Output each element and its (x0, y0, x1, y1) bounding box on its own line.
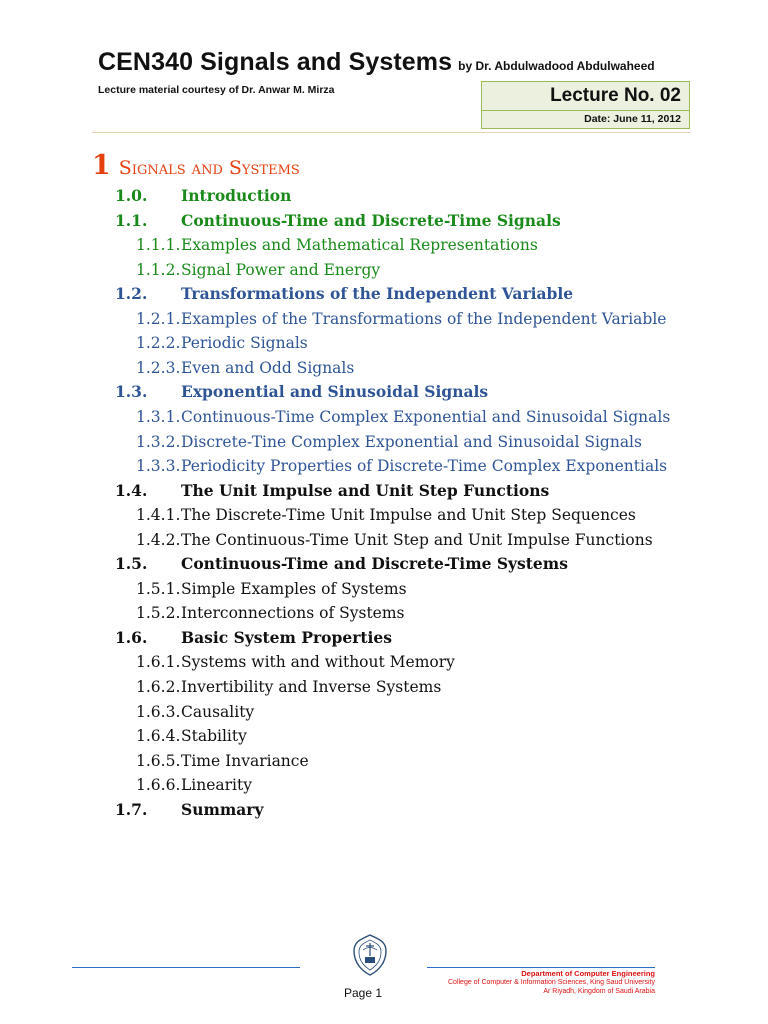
title-row (98, 48, 655, 77)
toc-number: 1.6.6. (136, 776, 181, 795)
toc-number: 1.2.2. (136, 334, 181, 353)
toc-number: 1.2.3. (136, 358, 181, 377)
date-box (481, 111, 690, 129)
toc-label: Examples and Mathematical Representations (181, 236, 538, 255)
toc-number: 1.1.2. (136, 260, 181, 279)
chapter-title: Signals and Systems (118, 157, 300, 179)
courtesy-line: Lecture material courtesy of Dr. Anwar M. Mirza (98, 84, 335, 96)
toc-label: Time Invariance (181, 751, 309, 770)
toc-number: 1.6.3. (136, 702, 181, 721)
toc-label: Continuous-Time Complex Exponential and Sinusoidal Signals (181, 407, 671, 426)
toc-number: 1.1.1. (136, 236, 181, 255)
toc-label: Signal Power and Energy (181, 260, 381, 279)
toc-number: 1.0. (115, 186, 148, 205)
lecture-date: Date: June 11, 2012 (584, 113, 681, 125)
page-number: Page 1 (344, 986, 383, 1000)
toc-label: Continuous-Time and Discrete-Time Signals (181, 210, 561, 230)
toc-label: Stability (181, 727, 247, 746)
toc-number: 1.5.1. (136, 579, 181, 598)
location-line: Ar Riyadh, Kingdom of Saudi Arabia (543, 988, 655, 995)
toc-label: Exponential and Sinusoidal Signals (181, 382, 489, 402)
toc-number: 1.6.4. (136, 727, 181, 746)
toc-label: Causality (181, 702, 255, 721)
byline: by Dr. Abdulwadood Abdulwaheed (458, 59, 655, 73)
toc-number: 1.6.2. (136, 678, 181, 696)
toc-label: Periodicity Properties of Discrete-Time Complex Exponentials (181, 457, 668, 476)
toc-number: 1.3. (115, 382, 148, 402)
toc-label: Linearity (181, 776, 252, 795)
toc-label: Summary (181, 799, 264, 819)
toc-label: Examples of the Transformations of the Independent Variable (181, 309, 667, 328)
toc-label: The Unit Impulse and Unit Step Functions (181, 480, 550, 500)
toc-number: 1.5. (115, 554, 148, 574)
toc-number: 1.5.2. (136, 604, 181, 623)
toc-number: 1.7. (115, 799, 148, 819)
toc-label: The Discrete-Time Unit Impulse and Unit Step Sequences (181, 506, 636, 525)
university-seal-icon (350, 933, 390, 977)
toc-label: Invertibility and Inverse Systems (181, 678, 442, 696)
toc-number: 1.6.1. (136, 653, 181, 672)
toc-number: 1.2.1. (136, 309, 181, 328)
footer-rule-right (427, 967, 655, 968)
toc-label: Even and Odd Signals (181, 358, 355, 377)
header-divider (92, 132, 690, 133)
toc-number: 1.2. (115, 284, 148, 304)
toc-label: Simple Examples of Systems (181, 579, 407, 598)
toc-number: 1.6. (115, 627, 148, 647)
department-block (448, 969, 655, 996)
toc-number: 1.4.1. (136, 506, 181, 525)
toc-number: 1.3.2. (136, 432, 181, 451)
department-name: Department of Computer Engineering (521, 969, 655, 978)
toc-label: Transformations of the Independent Variable (181, 284, 574, 304)
toc-label: Continuous-Time and Discrete-Time Systems (181, 554, 568, 574)
toc-label: Discrete-Tine Complex Exponential and Sinusoidal Signals (181, 432, 642, 451)
toc-label: Basic System Properties (181, 627, 392, 647)
toc-number: 1.4.2. (136, 530, 181, 549)
toc-number: 1.1. (115, 210, 148, 230)
toc-label: The Continuous-Time Unit Step and Unit Impulse Functions (181, 530, 653, 549)
chapter-heading (92, 150, 300, 181)
college-name: College of Computer & Information Sciences, King Saud University (448, 979, 655, 986)
toc-label: Interconnections of Systems (181, 604, 405, 623)
lecture-box (481, 81, 690, 111)
toc-label: Periodic Signals (181, 334, 308, 353)
toc-label: Introduction (181, 186, 292, 205)
lecture-number: Lecture No. 02 (550, 85, 681, 106)
toc-number: 1.3.3. (136, 457, 181, 476)
footer-rule-left (72, 967, 300, 968)
course-title: CEN340 Signals and Systems (98, 48, 453, 76)
toc-number: 1.4. (115, 480, 148, 500)
toc-number: 1.6.5. (136, 751, 181, 770)
toc-label: Systems with and without Memory (181, 653, 455, 672)
chapter-number: 1 (92, 150, 111, 181)
toc-number: 1.3.1. (136, 407, 181, 426)
